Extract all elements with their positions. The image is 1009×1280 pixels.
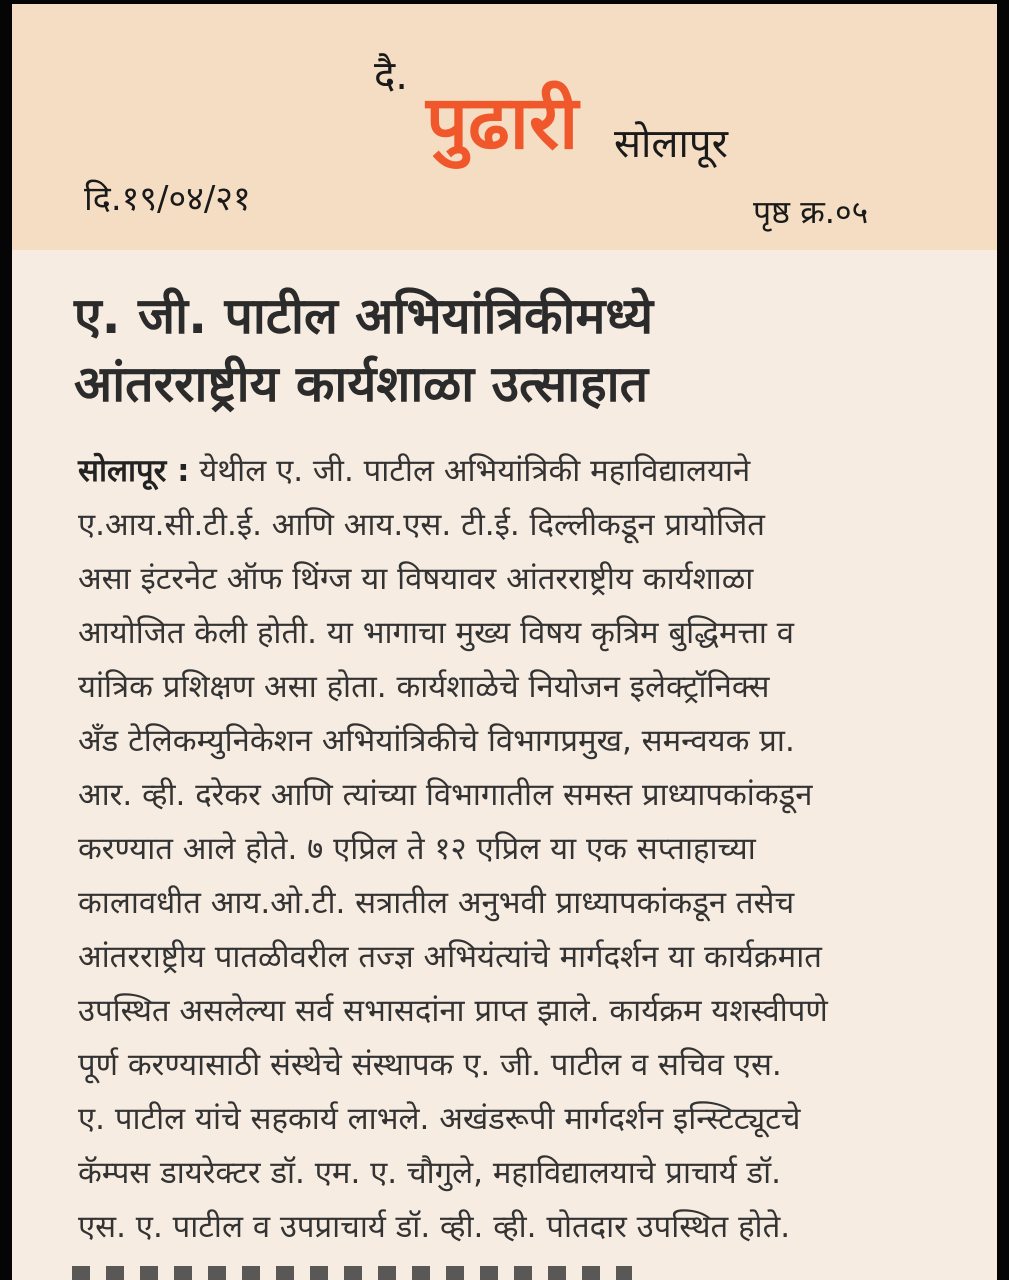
headline-line: आंतरराष्ट्रीय कार्यशाळा उत्साहात: [74, 355, 649, 413]
body-line: अँड टेलिकम्युनिकेशन अभियांत्रिकीचे विभागप्रमुख, समन्वयक प्रा.: [78, 723, 795, 759]
body-line: आर. व्ही. दरेकर आणि त्यांच्या विभागातील समस्त प्राध्यापकांकडून: [78, 777, 813, 813]
body-line: पूर्ण करण्यासाठी संस्थेचे संस्थापक ए. जी. पाटील व सचिव एस.: [78, 1047, 782, 1083]
body-line: उपस्थित असलेल्या सर्व सभासदांना प्राप्त झाले. कार्यक्रम यशस्वीपणे: [78, 993, 828, 1029]
body-line: एस. ए. पाटील व उपप्राचार्य डॉ. व्ही. व्ही. पोतदार उपस्थित होते.: [78, 1209, 791, 1245]
body-line: करण्यात आले होते. ७ एप्रिल ते १२ एप्रिल या एक सप्ताहाच्या: [78, 831, 756, 867]
body-line: ए. पाटील यांचे सहकार्य लाभले. अखंडरूपी मार्गदर्शन इन्स्टिट्यूटचे: [78, 1101, 801, 1137]
body-line: आंतरराष्ट्रीय पातळीवरील तज्ज्ञ अभियंत्यांचे मार्गदर्शन या कार्यक्रमात: [78, 939, 822, 975]
newspaper-logo: पुढारी: [426, 80, 579, 166]
body-line: कॅम्पस डायरेक्टर डॉ. एम. ए. चौगुले, महाविद्यालयाचे प्राचार्य डॉ.: [78, 1155, 781, 1191]
body-line: ए.आय.सी.टी.ई. आणि आय.एस. टी.ई. दिल्लीकडून प्रायोजित: [78, 507, 765, 543]
body-line-text: येथील ए. जी. पाटील अभियांत्रिकी महाविद्यालयाने: [199, 453, 751, 489]
body-line: [78, 444, 978, 498]
edition-name: सोलापूर: [614, 121, 728, 167]
headline-line: ए. जी. पाटील अभियांत्रिकीमध्ये: [74, 287, 654, 345]
masthead-prefix: दै.: [374, 53, 408, 99]
body-line: यांत्रिक प्रशिक्षण असा होता. कार्यशाळेचे नियोजन इलेक्ट्रॉनिक्स: [78, 669, 770, 705]
issue-date: दि.१९/०४/२१: [84, 179, 251, 219]
body-line: असा इंटरनेट ऑफ थिंग्ज या विषयावर आंतरराष्ट्रीय कार्यशाळा: [78, 561, 754, 597]
next-article-cutoff: [72, 1266, 632, 1280]
article-body: [78, 444, 978, 1254]
body-line: आयोजित केली होती. या भागाचा मुख्य विषय कृत्रिम बुद्धिमत्ता व: [78, 615, 795, 651]
page-number: पृष्ठ क्र.०५: [753, 193, 869, 231]
masthead: [12, 4, 997, 250]
newspaper-clipping: [12, 4, 997, 1280]
article-headline: [74, 282, 974, 418]
body-line: कालावधीत आय.ओ.टी. सत्रातील अनुभवी प्राध्यापकांकडून तसेच: [78, 885, 795, 921]
dateline: सोलापूर :: [78, 453, 190, 489]
